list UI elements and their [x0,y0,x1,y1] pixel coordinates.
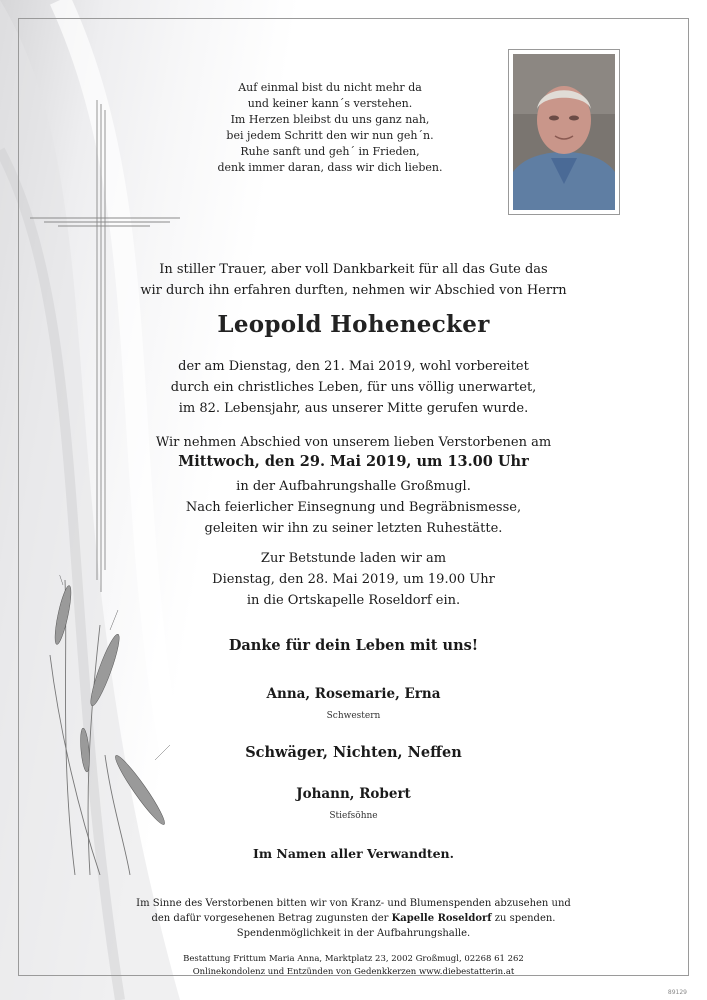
prayer-line-2: Dienstag, den 28. Mai 2019, um 19.00 Uhr [212,572,495,587]
prayer-line-3: in die Ortskapelle Roseldorf ein. [246,593,461,608]
donation-line-1: Im Sinne des Verstorbenen bitten wir von Kranz- und Blumenspenden abzusehen und [136,898,571,909]
mourner-names: Anna, Rosemarie, Erna [266,686,441,702]
funeral-line-1: Wir nehmen Abschied von unserem lieben Verstorbenen am [155,435,552,450]
poem-line: Ruhe sanft und geh´ in Frieden, [240,145,420,158]
poem-line: und keiner kann´s verstehen. [247,97,413,110]
death-info-line-3: im 82. Lebensjahr, aus unserer Mitte gerufen wurde. [178,401,529,416]
funeral-line-4: Nach feierlicher Einsegnung und Begräbnismesse, [185,500,522,515]
intro-line-2: wir durch ihn erfahren durften, nehmen wir Abschied von Herrn [140,283,567,298]
footer-line-1: Bestattung Frittum Maria Anna, Marktplatz 23, 2002 Großmugl, 02268 61 262 [183,954,524,964]
funeral-date-time: Mittwoch, den 29. Mai 2019, um 13.00 Uhr [178,453,529,470]
death-info-line-2: durch ein christliches Leben, für uns völlig unerwartet, [170,380,537,395]
poem-line: bei jedem Schritt den wir nun geh´n. [226,129,434,142]
intro-line-1: In stiller Trauer, aber voll Dankbarkeit für all das Gute das [159,262,548,277]
mourner-names: Schwäger, Nichten, Neffen [245,744,462,761]
donation-text: zu spenden. [491,913,556,924]
poem-line: Auf einmal bist du nicht mehr da [238,81,422,94]
deceased-name: Leopold Hohenecker [217,311,490,338]
portrait-photo [508,49,620,215]
mourner-names: Johann, Robert [296,786,411,802]
donation-text: den dafür vorgesehenen Betrag zugunsten der [151,913,392,924]
funeral-line-3: in der Aufbahrungshalle Großmugl. [236,479,471,494]
donation-line-3: Spendenmöglichkeit in der Aufbahrungshalle. [236,928,471,939]
prayer-line-1: Zur Betstunde laden wir am [260,551,447,566]
thanks-text: Danke für dein Leben mit uns! [228,637,479,654]
funeral-line-5: geleiten wir ihn zu seiner letzten Ruhestätte. [204,521,503,536]
footer-line-2: Onlinekondolenz und Entzünden von Gedenkkerzen www.diebestatterin.at [192,967,515,977]
mourner-relation: Schwestern [326,711,381,721]
poem-line: denk immer daran, dass wir dich lieben. [217,161,443,174]
donation-chapel: Kapelle Roseldorf [391,913,492,924]
donation-line-2 [0,911,707,926]
mourner-relation: Stiefsöhne [329,811,378,821]
poem-line: Im Herzen bleibst du uns ganz nah, [230,113,430,126]
poem [205,80,455,176]
portrait-image [513,54,615,210]
death-info-line-1: der am Dienstag, den 21. Mai 2019, wohl vorbereitet [178,359,529,374]
form-id: 89129 [667,989,687,996]
wheat-icon [30,575,170,875]
relatives-text: Im Namen aller Verwandten. [252,846,454,861]
